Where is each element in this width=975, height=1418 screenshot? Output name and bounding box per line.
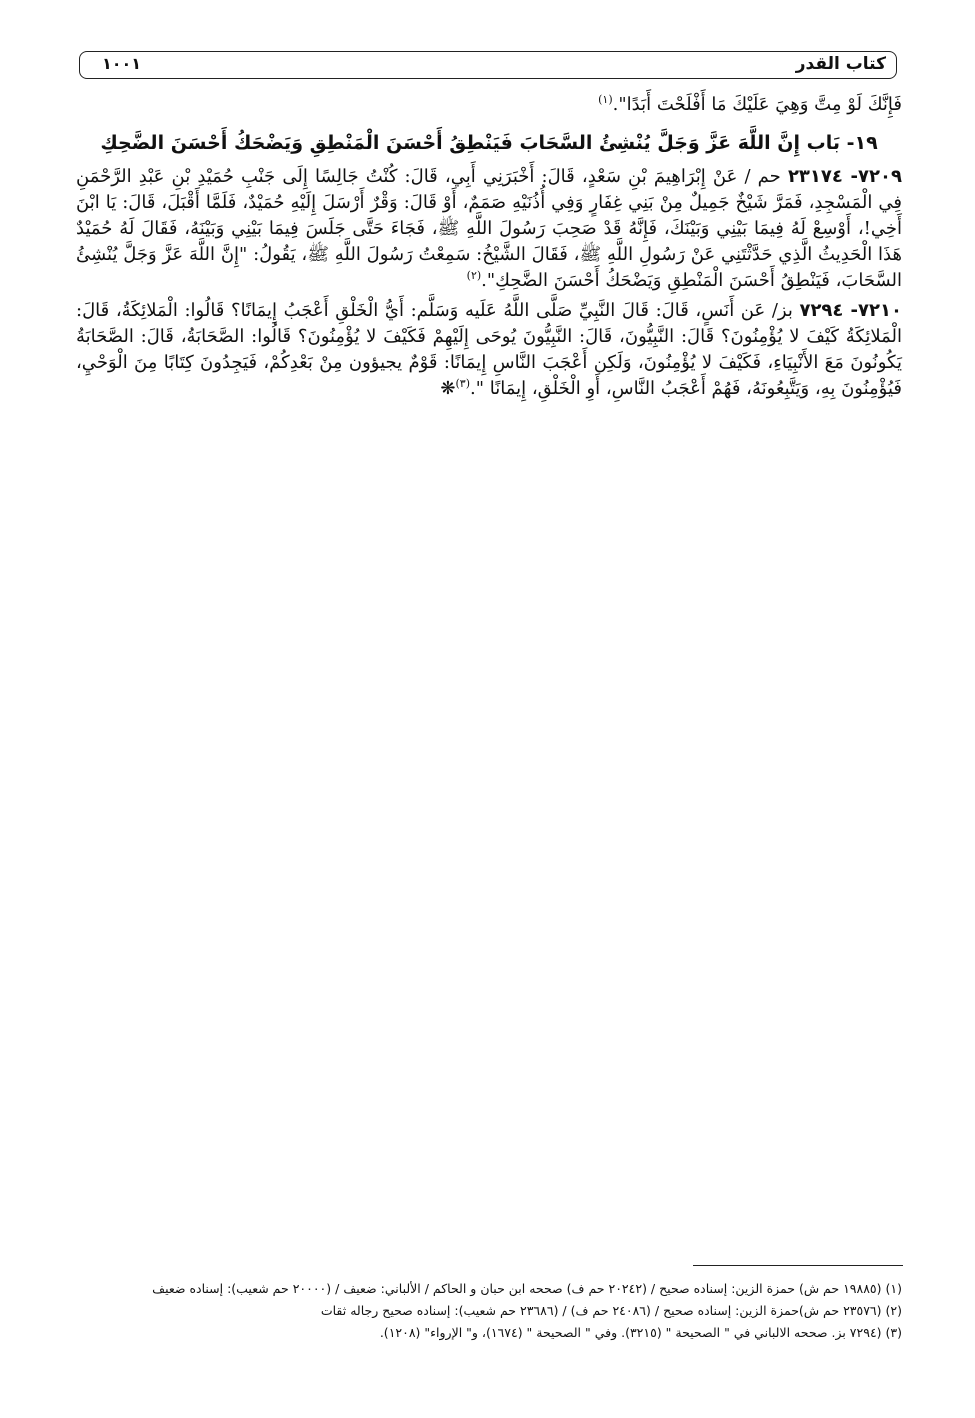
footnote-divider	[693, 1265, 903, 1266]
hadith-7210	[76, 298, 902, 402]
footnote-ref-1: (١)	[598, 93, 613, 106]
continuation-paragraph	[76, 92, 902, 118]
footnotes-section	[76, 1278, 902, 1344]
hadith-number: ٧٢٠٩- ٢٣١٧٤	[787, 166, 902, 187]
hadith-text: حم / عَنْ إِبْرَاهِيمَ بْنِ سَعْدٍ، قَالَ: أَخْبَرَنِي أَبِي، قَالَ: كُنْتُ جَالِسًا إِلَى جَنْبِ حُمَيْدِ بْنِ عَبْدِ الرَّحْمَنِ فِي الْمَسْجِدِ، فَمَرَّ شَيْخٌ جَمِيلٌ مِنْ بَنِي غِفَارٍ وَفِي أُذُنَيْهِ صَمَمٌ، أَوْ قَالَ: وَقْرٌ أَرْسَلَ إِلَيْهِ حُمَيْدٌ، فَلَمَّا أَقْبَلَ، قَالَ: يَا ابْنَ أَخِي!، أَوْسِعْ لَهُ فِيمَا بَيْنِي وَبَيْنَكَ، فَإِنَّهُ قَدْ صَحِبَ رَسُولَ اللَّهِ ﷺ، فَجَاءَ حَتَّى جَلَسَ فِيمَا بَيْنِي وَبَيْنَهُ، فَقَالَ لَهُ حُمَيْدٌ هَذَا الْحَدِيثُ الَّذِي حَدَّثْتَنِي عَنْ رَسُولِ اللَّهِ ﷺ، فَقَالَ الشَّيْخُ: سَمِعْتُ رَسُولَ اللَّهِ ﷺ، يَقُولُ: "إِنَّ اللَّهَ عَزَّ وَجَلَّ يُنْشِئُ السَّحَابَ، فَيَنْطِقُ أَحْسَنَ الْمَنْطِقِ وَيَضْحَكُ أَحْسَنَ الضَّحِكِ".	[76, 166, 902, 291]
hadith-7209	[76, 164, 902, 294]
main-text	[76, 92, 902, 406]
running-header	[79, 51, 897, 79]
book-title: كتاب القدر	[795, 54, 886, 74]
footnote-1: (١) (١٩٨٨٥ حم ش) حمزة الزين: إسناده صحيح / (٢٠٢٤٢ حم ف) صححه ابن حبان و الحاكم / الألباني: ضعيف / (٢٠٠٠٠ حم شعيب): إسناده ضعيف	[152, 1281, 902, 1296]
continuation-text: فَإِنَّكَ لَوْ مِتَّ وَهِيَ عَلَيْكَ مَا أَفْلَحْتَ أَبَدًا".	[612, 94, 902, 115]
hadith-text: بز/ عَن أَنَسٍ، قَالَ: قَالَ النَّبِيِّ صَلَّى اللَّهُ عَلَيه وَسَلَّم: أَيُّ الْخَلْقِ أَعْجَبُ إِيمَانًا؟ قَالُوا: الْمَلائِكَةُ، قَالَ: الْمَلائِكَةُ كَيْفَ لا يُؤْمِنُونَ؟ قَالَ: النَّبِيُّونَ، قَالَ: النَّبِيُّونَ يُوحَى إِلَيْهِمْ فَكَيْفَ لا يُؤْمِنُونَ؟ قَالُوا: الصَّحَابَةُ، قَالَ: الصَّحَابَةُ يَكُونُونَ مَعَ الأَنْبِيَاءِ، فَكَيْفَ لا يُؤْمِنُونَ، وَلَكِن أَعْجَبَ النَّاسِ إِيمَانًا: قَوْمٌ يجيؤون مِنْ بَعْدِكُمْ، فَيَجِدُونَ كِتَابًا مِنَ الْوَحْيِ، فَيُؤْمِنُونَ بِهِ، وَيَتَّبِعُونَهُ، فَهُمْ أَعْجَبُ النَّاسِ، أَوِ الْخَلْقِ، إِيمَانًا ".	[76, 300, 902, 399]
hadith-number: ٧٢١٠- ٧٢٩٤	[799, 300, 902, 321]
chapter-heading: ١٩- بَاب إِنَّ اللَّهَ عَزَّ وَجَلَّ يُنْشِئُ السَّحَابَ فَيَنْطِقُ أَحْسَنَ الْمَنْطِقِ وَيَضْحَكُ أَحْسَنَ الضَّحِكِ	[100, 132, 878, 154]
footnote-ref-2: (٢)	[466, 269, 482, 282]
footnote-2: (٢) (٢٣٥٧٦ حم ش)حمزة الزين: إسناده صحيح / (٢٤٠٨٦ حم ف) / (٢٣٦٨٦ حم شعيب): إسناده صحيح رجاله ثقات	[320, 1303, 902, 1318]
footnote-3: (٣) (٧٢٩٤ بز. صححه الالباني في " الصحيحة " (٣٢١٥). وفي " الصحيحة " (١٦٧٤)، و" الإرواء" (١٢٠٨).	[379, 1325, 902, 1340]
footnote-ref-3: (٣)	[455, 377, 471, 390]
end-mark-icon: ❋	[440, 378, 456, 399]
page-number: ١٠٠١	[102, 54, 142, 73]
